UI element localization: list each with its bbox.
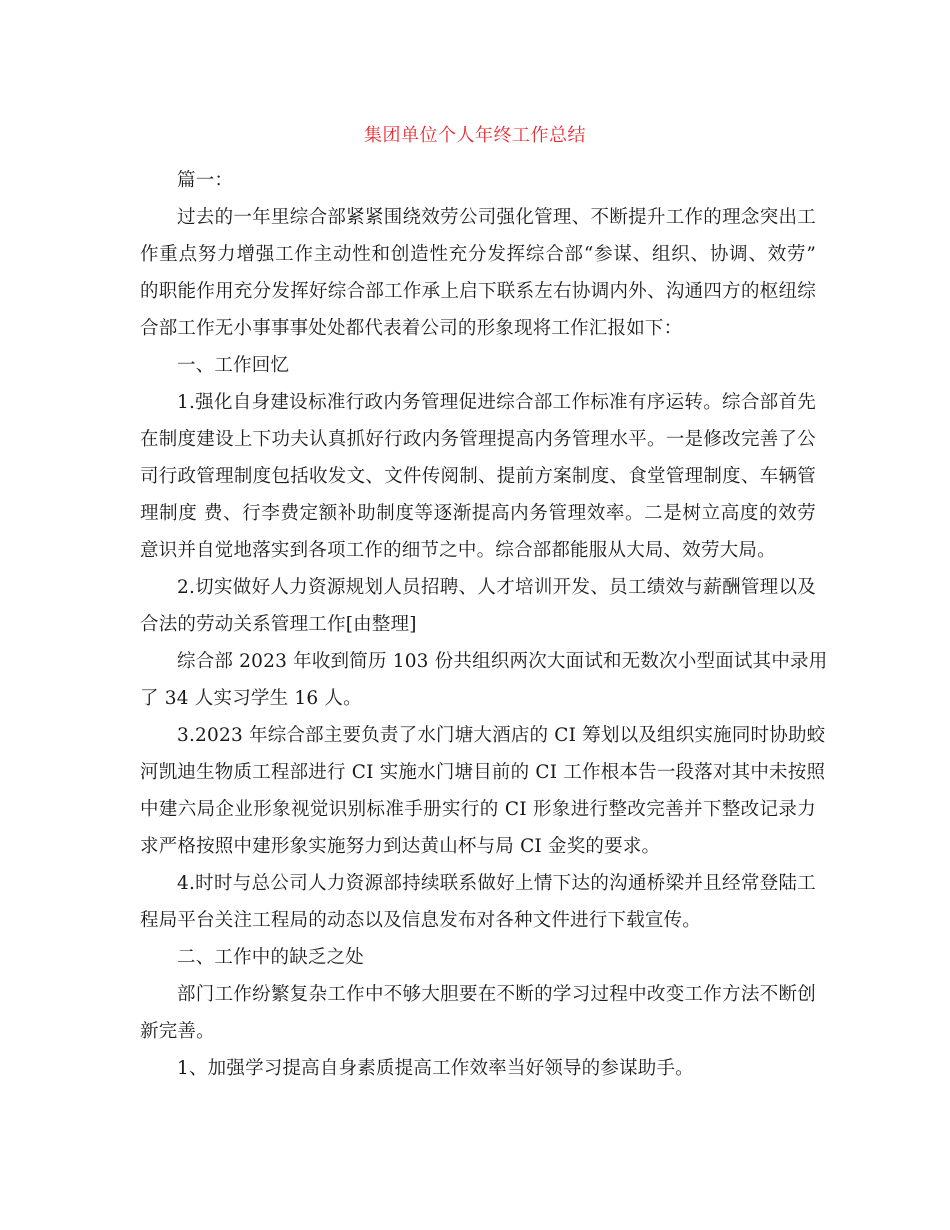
paragraph-line: 二、工作中的缺乏之处 <box>177 947 365 968</box>
document-title: 集团单位个人年终工作总结 <box>364 125 586 146</box>
paragraph-line: 4.时时与总公司人力资源部持续联系做好上情下达的沟通桥梁并且经常登陆工 <box>177 873 816 894</box>
paragraph-line: 2.切实做好人力资源规划人员招聘、人才培训开发、员工绩效与薪酬管理以及 <box>177 577 816 598</box>
paragraph-line: 过去的一年里综合部紧紧围绕效劳公司强化管理、不断提升工作的理念突出工 <box>177 207 816 228</box>
paragraph-line: 中建六局企业形象视觉识别标准手册实行的 CI 形象进行整改完善并下整改记录力 <box>140 799 816 820</box>
paragraph-line: 1、加强学习提高自身素质提高工作效率当好领导的参谋助手。 <box>177 1058 694 1079</box>
document-body <box>140 162 828 1087</box>
paragraph-line: 的职能作用充分发挥好综合部工作承上启下联系左右协调内外、沟通四方的枢纽综 <box>140 281 816 302</box>
paragraph-line: 程局平台关注工程局的动态以及信息发布对各种文件进行下载宣传。 <box>140 910 702 931</box>
paragraph-line: 篇一： <box>177 170 234 191</box>
paragraph-line: 合法的劳动关系管理工作[由整理] <box>140 614 417 635</box>
paragraph-line: 1.强化自身建设标准行政内务管理促进综合部工作标准有序运转。综合部首先 <box>177 392 816 413</box>
paragraph-line: 理制度 费、行李费定额补助制度等逐渐提高内务管理效率。二是树立高度的效劳 <box>140 503 816 524</box>
paragraph-line: 作重点努力增强工作主动性和创造性充分发挥综合部“参谋、组织、协调、效劳” <box>140 244 816 265</box>
paragraph-line: 合部工作无小事事事处处都代表着公司的形象现将工作汇报如下： <box>140 318 683 339</box>
paragraph-line: 司行政管理制度包括收发文、文件传阅制、提前方案制度、食堂管理制度、车辆管 <box>140 466 816 487</box>
paragraph-line: 3.2023 年综合部主要负责了水门塘大酒店的 CI 筹划以及组织实施同时协助蛟 <box>177 725 826 746</box>
paragraph-line: 了 34 人实习学生 16 人。 <box>140 688 362 709</box>
paragraph-line: 综合部 2023 年收到简历 103 份共组织两次大面试和无数次小型面试其中录用 <box>177 651 828 672</box>
paragraph-line: 河凯迪生物质工程部进行 CI 实施水门塘目前的 CI 工作根本告一段落对其中未按照 <box>140 762 826 783</box>
paragraph-line: 求严格按照中建形象实施努力到达黄山杯与局 CI 金奖的要求。 <box>140 836 661 857</box>
paragraph-line: 一、工作回忆 <box>177 355 290 376</box>
paragraph-line: 新完善。 <box>140 1021 215 1042</box>
paragraph-line: 部门工作纷繁复杂工作中不够大胆要在不断的学习过程中改变工作方法不断创 <box>177 984 816 1005</box>
paragraph-line: 在制度建设上下功夫认真抓好行政内务管理提高内务管理水平。一是修改完善了公 <box>140 429 816 450</box>
paragraph-line: 意识并自觉地落实到各项工作的细节之中。综合部都能服从大局、效劳大局。 <box>140 540 776 561</box>
